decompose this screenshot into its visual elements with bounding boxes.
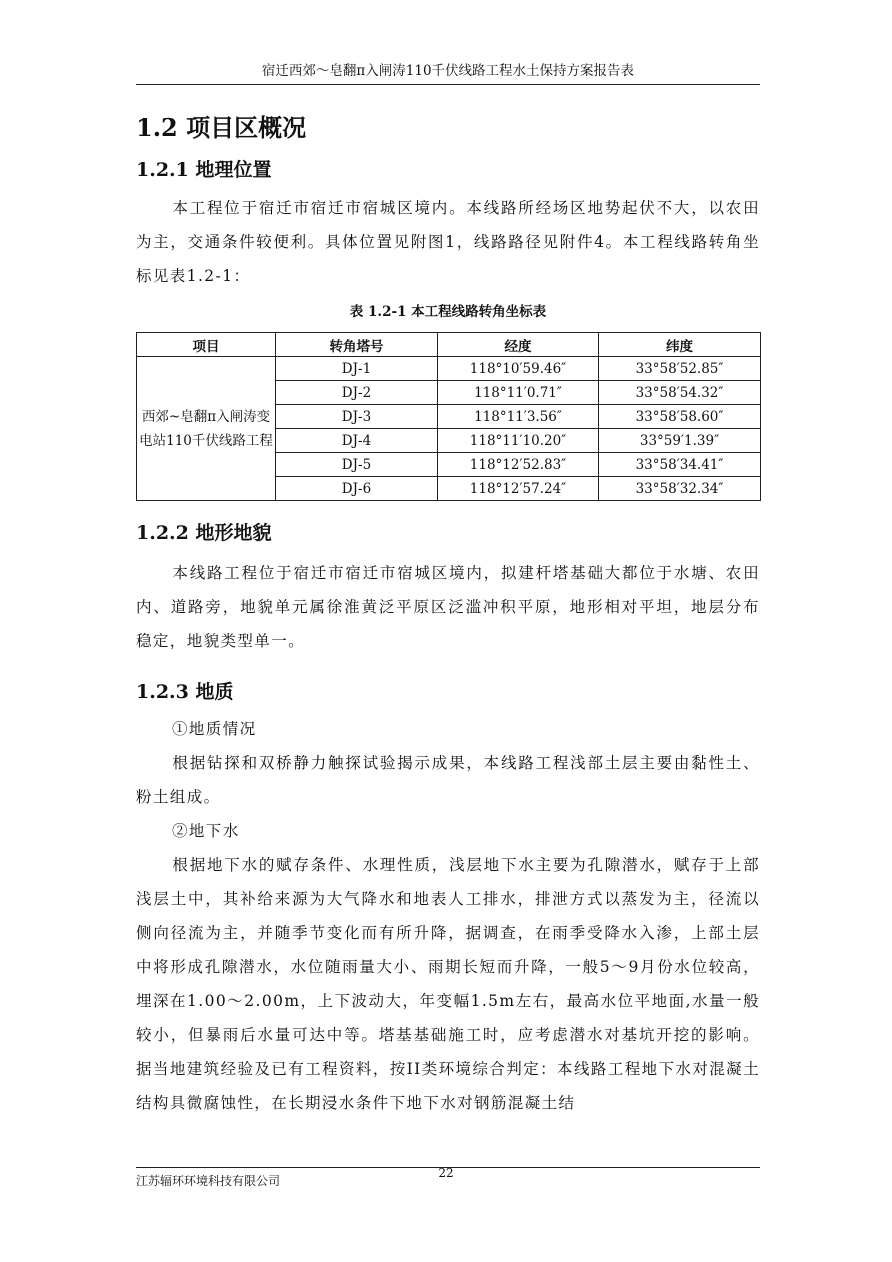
latitude-cell: 33°58′52.85″	[599, 357, 761, 381]
latitude-cell: 33°59′1.39″	[599, 429, 761, 453]
geology-item-2	[136, 814, 760, 848]
longitude-cell: 118°10′59.46″	[438, 357, 599, 381]
tower-cell: DJ-5	[276, 453, 438, 477]
subsection-title-landform: 1.2.2 地形地貌	[136, 522, 272, 544]
header-project: 项目	[137, 333, 276, 357]
header-tower: 转角塔号	[276, 333, 438, 357]
tower-cell: DJ-6	[276, 477, 438, 501]
latitude-cell: 33°58′54.32″	[599, 381, 761, 405]
latitude-cell: 33°58′32.34″	[599, 477, 761, 501]
location-text: 本工程位于宿迁市宿迁市宿城区境内。本线路所经场区地势起伏不大，以农田为主，交通条件较便利。具体位置见附图1，线路路径见附件4。本工程线路转角坐标见表1.2-1：	[136, 199, 760, 285]
latitude-cell: 33°58′58.60″	[599, 405, 761, 429]
tower-cell: DJ-4	[276, 429, 438, 453]
subsection-title-location: 1.2.1 地理位置	[136, 159, 272, 181]
longitude-cell: 118°11′0.71″	[438, 381, 599, 405]
geology-text: 根据钻探和双桥静力触探试验揭示成果，本线路工程浅部土层主要由黏性土、粉土组成。	[136, 754, 760, 806]
latitude-cell: 33°58′34.41″	[599, 453, 761, 477]
table-caption: 表 1.2-1 本工程线路转角坐标表	[349, 304, 547, 320]
longitude-cell: 118°12′52.83″	[438, 453, 599, 477]
page-number: 22	[438, 1166, 454, 1180]
geology-item-2-text: ②地下水	[172, 822, 240, 840]
geology-item-1-text: ①地质情况	[172, 720, 257, 738]
geology-item-1	[136, 712, 760, 746]
longitude-cell: 118°11′10.20″	[438, 429, 599, 453]
tower-cell: DJ-3	[276, 405, 438, 429]
table-header-row	[137, 333, 761, 357]
landform-paragraph	[136, 556, 760, 658]
section-title: 1.2 项目区概况	[136, 113, 307, 142]
table-row	[137, 357, 761, 381]
groundwater-text: 根据地下水的赋存条件、水理性质，浅层地下水主要为孔隙潜水，赋存于上部浅层土中，其补给来源为大气降水和地表人工排水，排泄方式以蒸发为主，径流以侧向径流为主，并随季节变化而有所升降，据调查，在雨季受降水入渗，上部土层中将形成孔隙潜水，水位随雨量大小、雨期长短而升降，一般5～9月份水位较高，埋深在1.00～2.00m，上下波动大，年变幅1.5m左右，最高水位平地面,水量一般较小，但暴雨后水量可达中等。塔基基础施工时，应考虑潜水对基坑开挖的影响。据当地建筑经验及已有工程资料，按II类环境综合判定：本线路工程地下水对混凝土结构具微腐蚀性，在长期浸水条件下地下水对钢筋混凝土结	[136, 856, 760, 1112]
landform-text: 本线路工程位于宿迁市宿迁市宿城区境内，拟建杆塔基础大都位于水塘、农田内、道路旁，地貌单元属徐淮黄泛平原区泛滥冲积平原，地形相对平坦，地层分布稳定，地貌类型单一。	[136, 564, 760, 650]
tower-cell: DJ-2	[276, 381, 438, 405]
longitude-cell: 118°11′3.56″	[438, 405, 599, 429]
subsection-title-geology: 1.2.3 地质	[136, 681, 234, 703]
coordinate-table	[136, 332, 761, 501]
header-latitude: 纬度	[599, 333, 761, 357]
page-header: 宿迁西郊～皂翻π入闸涛110千伏线路工程水土保持方案报告表	[136, 60, 760, 85]
longitude-cell: 118°12′57.24″	[438, 477, 599, 501]
header-longitude: 经度	[438, 333, 599, 357]
geology-paragraph	[136, 746, 760, 814]
tower-cell: DJ-1	[276, 357, 438, 381]
groundwater-paragraph	[136, 848, 760, 1120]
project-name-cell: 西郊~皂翻π入闸涛变电站110千伏线路工程	[137, 357, 276, 501]
footer-company: 江苏辐环环境科技有限公司	[136, 1174, 281, 1188]
location-paragraph	[136, 191, 760, 293]
